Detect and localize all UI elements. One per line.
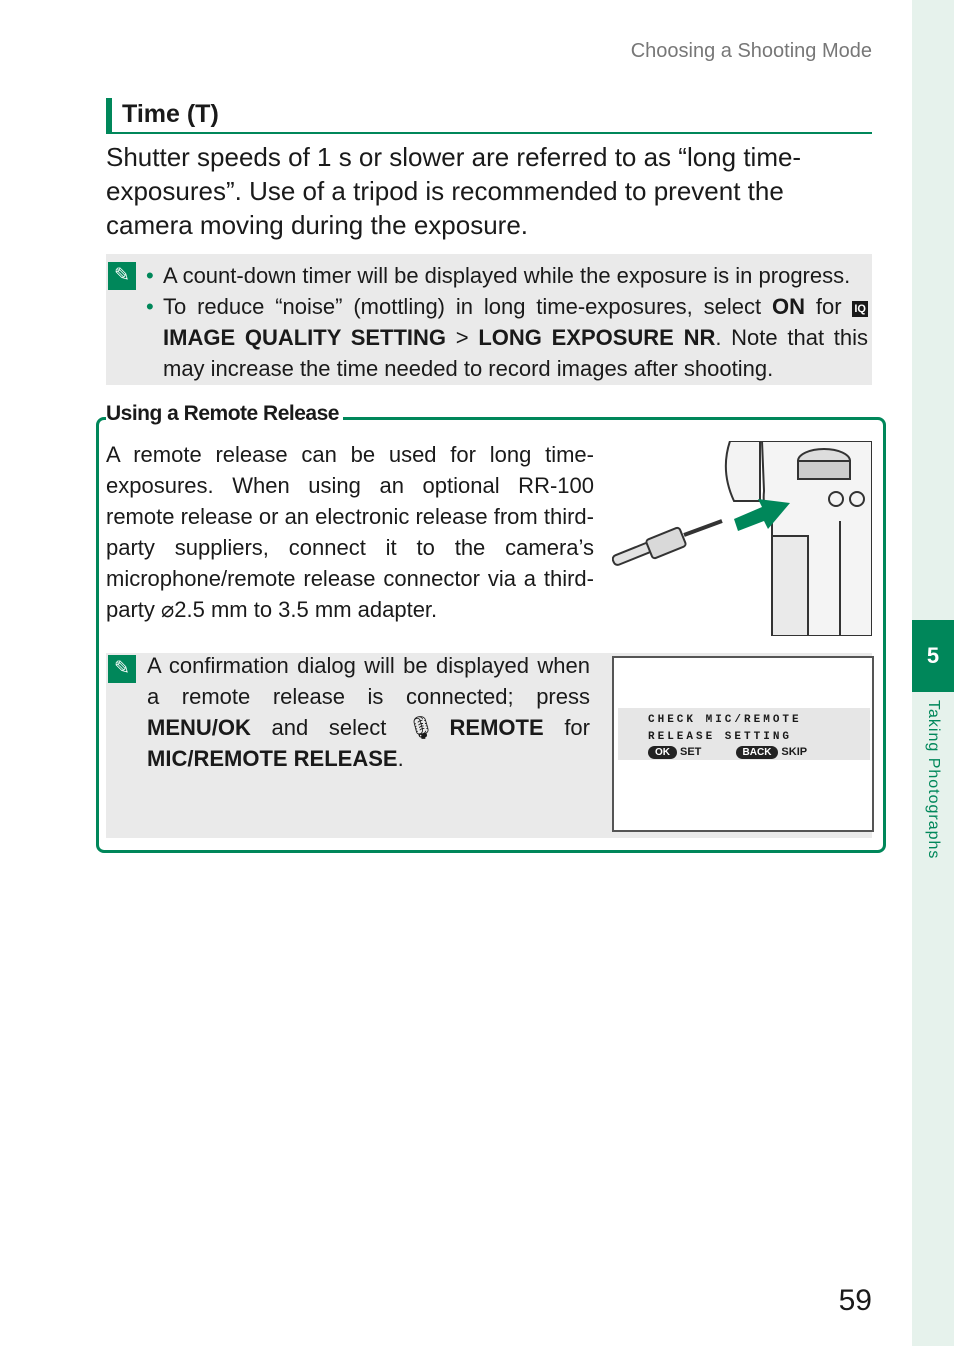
- chapter-label: Taking Photographs: [925, 700, 942, 860]
- remote-release-title: Using a Remote Release: [106, 402, 343, 426]
- page-number: 59: [838, 1284, 872, 1317]
- option-on: ON: [771, 294, 805, 319]
- text-fragment: A confirmation dialog will be displayed when a remote release is connected; press: [147, 653, 590, 709]
- screen-band: [618, 708, 870, 760]
- note-list: [146, 260, 868, 384]
- text-fragment: .: [397, 746, 404, 771]
- image-quality-icon: IQ: [854, 303, 866, 315]
- note-item-text: To reduce “noise” (mottling) in long time-exposures, select: [163, 294, 772, 319]
- bullet-icon: •: [146, 294, 154, 319]
- remote-release-body: A remote release can be used for long time-exposures. When using an optional RR-100 remote release or an electronic release from third-party suppliers, connect it to the camera’s microphone/remote release connector via a third-party ⌀2.5 mm to 3.5 mm adapter.: [106, 442, 594, 622]
- section-heading: [106, 98, 872, 134]
- list-item: [146, 291, 868, 384]
- text-fragment: for: [804, 294, 853, 319]
- screen-buttons: [648, 746, 807, 759]
- camera-connection-illustration: [612, 441, 872, 636]
- setting-mic-remote-release: MIC/REMOTE RELEASE: [147, 746, 398, 771]
- ok-key-icon: OK: [648, 746, 677, 759]
- text-fragment: for: [543, 715, 590, 740]
- remote-note-text: [147, 650, 590, 774]
- intro-text: Shutter speeds of 1 s or slower are referred to as “long time-exposures”. Use of a tripod is recommended to prevent the camera moving during the exposure.: [106, 142, 802, 240]
- camera-screen: [612, 656, 874, 832]
- menu-ok-key: MENU/OK: [147, 715, 251, 740]
- list-item: [146, 260, 868, 291]
- note-icon: ✎: [108, 262, 136, 290]
- microphone-icon: 🎙: [407, 715, 450, 740]
- menu-long-exposure-nr: LONG EXPOSURE NR: [478, 325, 716, 350]
- menu-separator: >: [446, 325, 479, 350]
- note-item-text: A count-down timer will be displayed while the exposure is in progress.: [163, 263, 851, 288]
- text-fragment: . Note that this may increase the time needed to record images after shooting.: [163, 325, 869, 381]
- screen-title: CHECK MIC/REMOTE RELEASE SETTING: [648, 714, 802, 743]
- set-label: SET: [680, 746, 702, 758]
- option-remote: REMOTE: [449, 715, 544, 740]
- running-head: Choosing a Shooting Mode: [630, 40, 872, 62]
- skip-label: SKIP: [781, 746, 808, 758]
- note-icon: ✎: [108, 655, 136, 683]
- chapter-tab: 5: [912, 620, 954, 692]
- note-box: [106, 254, 872, 385]
- back-key-icon: BACK: [736, 746, 779, 759]
- menu-image-quality-setting: IMAGE QUALITY SETTING: [163, 325, 447, 350]
- bullet-icon: •: [146, 263, 154, 288]
- heading-bar: [106, 98, 112, 132]
- text-fragment: and select: [250, 715, 408, 740]
- section-title: Time (T): [122, 100, 219, 128]
